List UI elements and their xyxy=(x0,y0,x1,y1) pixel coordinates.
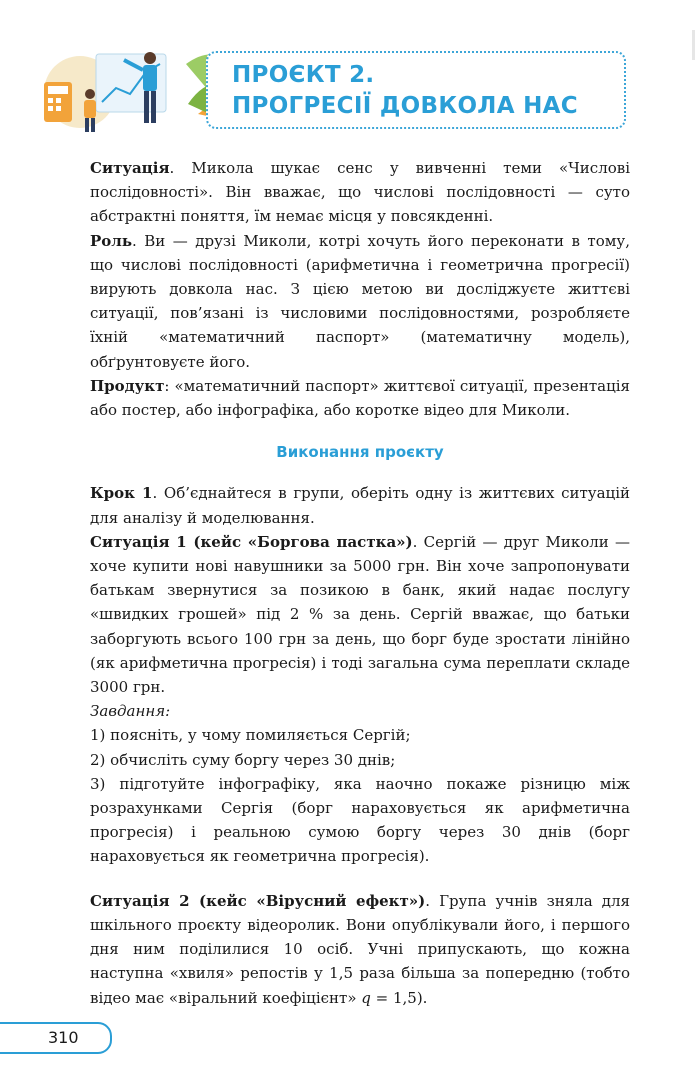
section-heading: Виконання проєкту xyxy=(276,443,444,462)
project-title-name: ПРОГРЕСІЇ ДОВКОЛА НАС xyxy=(232,93,578,119)
role-paragraph xyxy=(90,229,630,374)
product-paragraph xyxy=(90,374,630,422)
product-text: : «математичний паспорт» життєвої ситуації, презентація або постер, або інфографіка, або коротке відео для Миколи. xyxy=(90,376,630,420)
situation-paragraph xyxy=(90,156,630,229)
project-title-box xyxy=(206,51,626,129)
step1-label: Крок 1 xyxy=(90,484,153,503)
step1-text: . Об’єднайтеся в групи, оберіть одну із життєвих ситуацій для аналізу й моделювання. xyxy=(90,484,630,527)
situation2-paragraph xyxy=(90,889,630,1010)
task-item: 1) поясніть, у чому помиляється Сергій; xyxy=(90,726,411,745)
situation1-paragraph xyxy=(90,530,630,699)
page-number: 310 xyxy=(48,1028,79,1047)
situation1-label: Ситуація 1 (кейс «Боргова пастка») xyxy=(90,532,413,551)
q-value: = 1,5). xyxy=(370,988,428,1007)
project-title-number: ПРОЄКТ 2. xyxy=(232,62,375,88)
tasks-label: Завдання: xyxy=(90,702,171,721)
situation-label: Ситуація xyxy=(90,159,170,177)
project-body xyxy=(90,156,630,1010)
situation2-label: Ситуація 2 (кейс «Вірусний ефект») xyxy=(90,891,426,910)
situation1-text: . Сергій — друг Миколи — хоче купити нові навушники за 5000 грн. Він хоче запропонувати батькам звернутися за позикою в банк, який надає послугу «швидких грошей» під 2 % за день. Сергій вважає, що батьки заборгують всього 100 грн за день, що борг буде зростати лінійно (як арифметична прогресія) і тоді загальна сума переплати складе 3000 грн. xyxy=(90,532,630,697)
product-label: Продукт xyxy=(90,376,165,395)
task-item: 2) обчисліть суму боргу через 30 днів; xyxy=(90,750,396,769)
page-number-tab xyxy=(0,1022,112,1054)
situation2-text: . Група учнів зняла для шкільного проєкту відеоролик. Вони опублікували його, і першого дня ним поділилися 10 осіб. Учні припускають, що кожна наступна «хвиля» репостів у 1,5 раза більша за попередню (тобто відео має «віральний коефіцієнт» xyxy=(90,891,630,1007)
step1-paragraph xyxy=(90,481,630,529)
role-text: . Ви — друзі Миколи, котрі хочуть його переконати в тому, що числові послідовності (арифметична і геометрична прогресії) вирують довкола нас. З цією метою ви досліджуєте життєві ситуації, пов’язані із числовими послідовностями, розробляєте їхній «математичний паспорт» (математичну модель), обґрунтовуєте його. xyxy=(90,231,630,371)
task-item: 3) підготуйте інфографіку, яка наочно покаже різницю між розрахунками Сергія (борг нараховується як арифметична прогресія) і реальною сумою боргу через 30 днів (борг нараховується як геометрична прогресія). xyxy=(90,774,630,866)
q-symbol: q xyxy=(361,988,371,1007)
project-header xyxy=(38,44,632,136)
situation-text: . Микола шукає сенс у вивченні теми «Числові послідовності». Він вважає, що числові послідовності — суто абстрактні поняття, їм немає місця у повсякденні. xyxy=(90,159,630,226)
role-label: Роль xyxy=(90,231,133,250)
